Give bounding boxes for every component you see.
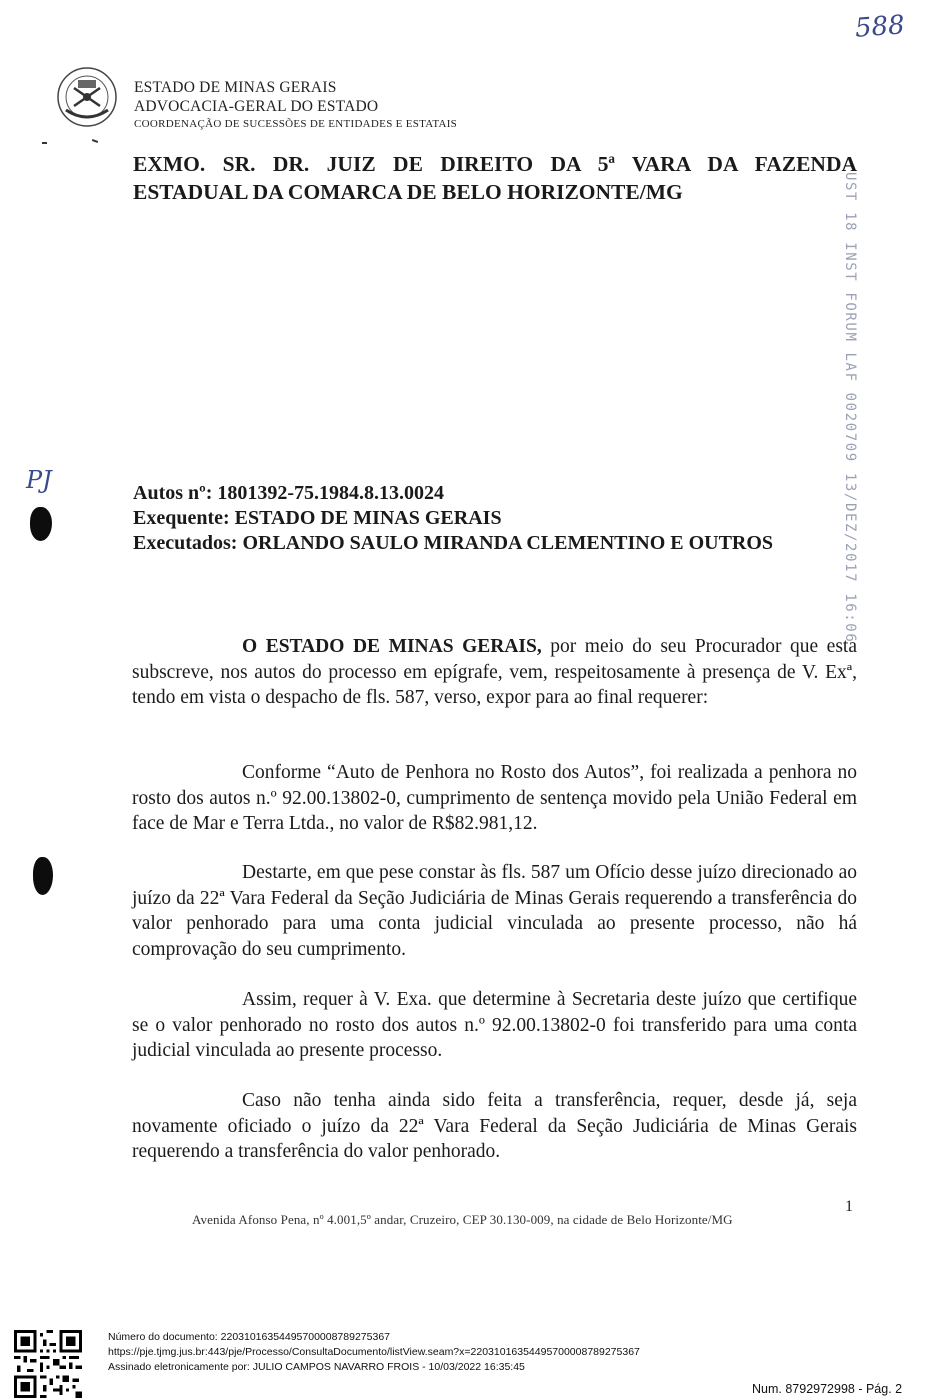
scan-mark (42, 142, 47, 144)
party-name: O ESTADO DE MINAS GERAIS, (242, 636, 542, 657)
case-plaintiff: Exequente: ESTADO DE MINAS GERAIS (133, 507, 502, 529)
punch-hole (30, 507, 52, 541)
handwritten-page-number: 588 (854, 10, 906, 44)
footer-address: Avenida Afonso Pena, nº 4.001,5º andar, Cruzeiro, CEP 30.130-009, na cidade de Belo Horizonte/MG (192, 1212, 733, 1227)
paragraph-5: Caso não tenha ainda sido feita a transferência, requer, desde já, seja novamente oficiado o juízo da 22ª Vara Federal da Seção Judiciária de Minas Gerais requerendo a transferência do valor penhorado. (132, 1090, 857, 1162)
document-num-page: Num. 8792972998 - Pág. 2 (752, 1382, 903, 1396)
qr-code-icon (14, 1330, 82, 1398)
protocol-stamp: UST 18 INST FORUM LAF 0020709 13/DEZ/2017 16:06 (842, 172, 858, 644)
scan-mark (92, 139, 98, 143)
signed-by: Assinado eletronicamente por: JULIO CAMPOS NAVARRO FROIS - 10/03/2022 16:35:45 (108, 1361, 525, 1373)
paragraph-1: O ESTADO DE MINAS GERAIS, por meio do seu Procurador que esta subscreve, nos autos do processo em epígrafe, vem, respeitosamente à presença de V. Exª, tendo em vista o despacho de fls. 587, verso, expor para ao final requerer: (132, 636, 857, 708)
state-seal-icon (56, 66, 118, 128)
header-agency: ADVOCACIA-GERAL DO ESTADO (134, 98, 379, 115)
handwritten-initials: PJ (26, 466, 52, 494)
case-number: Autos nº: 1801392-75.1984.8.13.0024 (133, 482, 445, 504)
addressee-line-2: ESTADUAL DA COMARCA DE BELO HORIZONTE/MG (133, 180, 683, 204)
header-department: COORDENAÇÃO DE SUCESSÕES DE ENTIDADES E ESTATAIS (134, 118, 458, 130)
paragraph-2: Conforme “Auto de Penhora no Rosto dos Autos”, foi realizada a penhora no rosto dos autos n.º 92.00.13802-0, cumprimento de sentença movido pela União Federal em face de Mar e Terra Ltda., no valor de R$82.981,12. (132, 762, 857, 834)
punch-hole (33, 857, 53, 895)
page-number: 1 (845, 1198, 853, 1215)
header-state: ESTADO DE MINAS GERAIS (134, 79, 337, 96)
addressee-line-1: EXMO. SR. DR. JUIZ DE DIREITO DA 5ª VARA DA FAZENDA (133, 152, 857, 176)
electronic-signature-block (108, 1330, 640, 1375)
paragraph-3: Destarte, em que pese constar às fls. 587 um Ofício desse juízo direcionado ao juízo da 22ª Vara Federal da Seção Judiciária de Minas Gerais requerendo a transferência do valor penhorado para uma conta judicial vinculada ao presente processo, não há comprovação do seu cumprimento. (132, 862, 857, 960)
document-number: Número do documento: 22031016354495700008789275367 (108, 1331, 390, 1343)
case-defendants: Executados: ORLANDO SAULO MIRANDA CLEMENTINO E OUTROS (133, 532, 774, 554)
document-url[interactable]: https://pje.tjmg.jus.br:443/pje/Processo/ConsultaDocumento/listView.seam?x=22031016354495700008789275367 (108, 1346, 640, 1358)
paragraph-4: Assim, requer à V. Exa. que determine à Secretaria deste juízo que certifique se o valor penhorado no rosto dos autos n.º 92.00.13802-0 foi transferido para uma conta judicial vinculada ao presente processo. (132, 989, 857, 1061)
